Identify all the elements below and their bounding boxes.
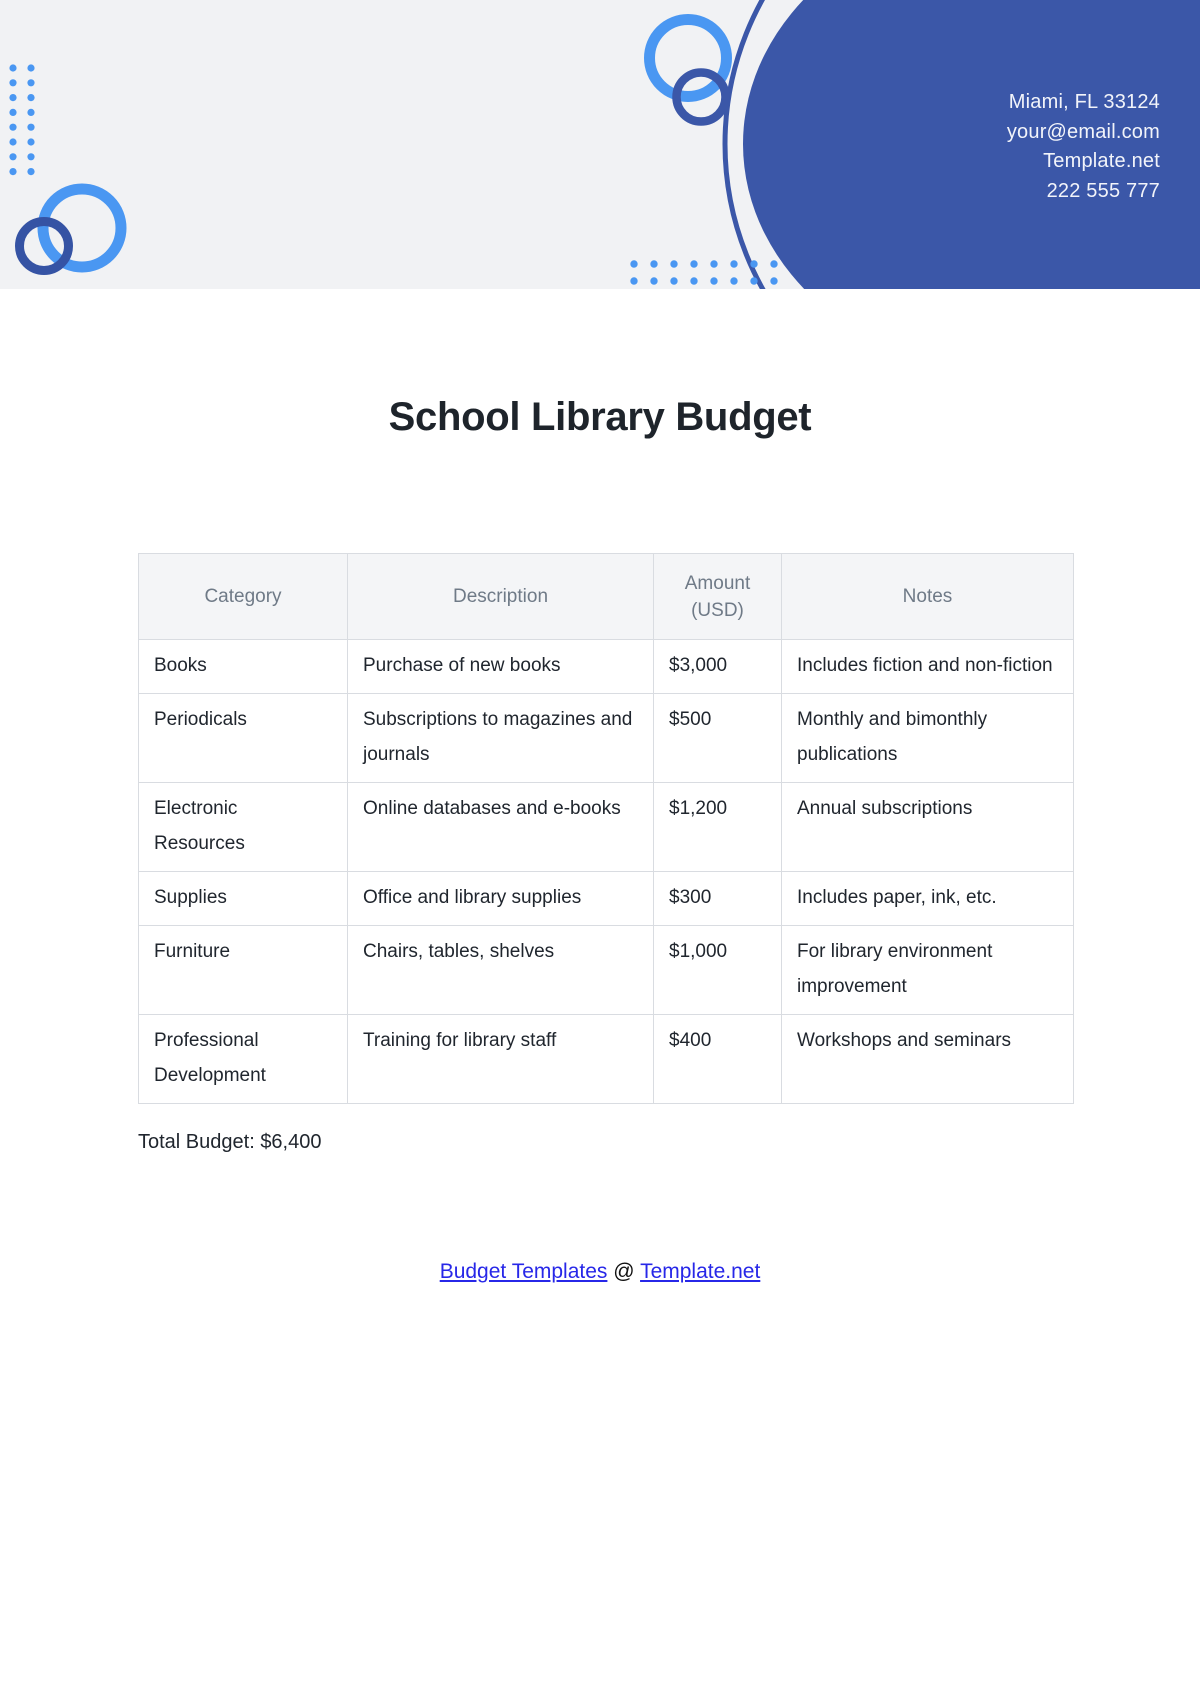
column-header-description: Description [348,554,654,640]
decorative-dot [9,168,16,175]
cell-description: Chairs, tables, shelves [348,926,654,1015]
table-row [139,872,1074,926]
contact-block [1007,88,1160,206]
decorative-dot [630,260,637,267]
decorative-dot [770,277,777,284]
decorative-dot [9,124,16,131]
decorative-dot [670,277,677,284]
cell-category: Books [139,640,348,694]
footer-attribution [0,1260,1200,1284]
decorative-dot [650,277,657,284]
column-header-category: Category [139,554,348,640]
cell-description: Training for library staff [348,1015,654,1104]
decorative-dot [27,138,34,145]
decorative-dot [690,260,697,267]
budget-table [138,553,1074,1104]
decorative-dot [27,109,34,116]
decorative-dot [690,277,697,284]
page-title: School Library Budget [388,395,812,439]
decorative-dot-grid-left [9,64,34,175]
table-row [139,694,1074,783]
cell-notes: Includes paper, ink, etc. [782,872,1074,926]
table-header-row [139,554,1074,640]
contact-address: Miami, FL 33124 [1008,91,1160,113]
decorative-dot [9,94,16,101]
budget-table-body [139,640,1074,1104]
contact-website: Template.net [1043,150,1160,172]
table-row [139,926,1074,1015]
cell-amount: $300 [654,872,782,926]
contact-phone: 222 555 777 [1046,179,1160,202]
decorative-dot [27,168,34,175]
cell-description: Subscriptions to magazines and journals [348,694,654,783]
decorative-dot [750,277,757,284]
decorative-dot [9,109,16,116]
decorative-dot [9,79,16,86]
decorative-dot [710,277,717,284]
decorative-dot [27,79,34,86]
cell-description: Purchase of new books [348,640,654,694]
table-row [139,640,1074,694]
column-header-notes: Notes [782,554,1074,640]
decorative-dot [670,260,677,267]
decorative-dot [9,153,16,160]
cell-amount: $1,200 [654,783,782,872]
cell-notes: For library environment improvement [782,926,1074,1015]
contact-email: your@email.com [1006,120,1160,143]
total-budget-value: $6,400 [260,1131,322,1153]
decorative-dot [770,260,777,267]
decorative-dot [750,260,757,267]
footer-link-budget-templates[interactable]: Budget Templates [439,1260,608,1283]
cell-category: Electronic Resources [139,783,348,872]
cell-amount: $1,000 [654,926,782,1015]
footer-separator: @ [613,1260,635,1283]
cell-category: Supplies [139,872,348,926]
decorative-dot [27,64,34,71]
decorative-dot [730,277,737,284]
decorative-ring-light-top [650,20,727,97]
decorative-dot [27,153,34,160]
cell-description: Online databases and e-books [348,783,654,872]
footer-link-template-net[interactable]: Template.net [640,1260,761,1283]
total-budget-label: Total Budget: [138,1131,255,1153]
column-header-amount: Amount (USD) [654,554,782,640]
cell-amount: $500 [654,694,782,783]
decorative-dot [630,277,637,284]
cell-notes: Workshops and seminars [782,1015,1074,1104]
cell-notes: Monthly and bimonthly publications [782,694,1074,783]
cell-category: Professional Development [139,1015,348,1104]
cell-category: Periodicals [139,694,348,783]
decorative-dot [710,260,717,267]
decorative-dot [650,260,657,267]
cell-notes: Includes fiction and non-fiction [782,640,1074,694]
cell-amount: $400 [654,1015,782,1104]
total-budget-line [138,1128,1200,1156]
cell-description: Office and library supplies [348,872,654,926]
header-band [0,0,1200,289]
cell-category: Furniture [139,926,348,1015]
table-row [139,1015,1074,1104]
decorative-dot [730,260,737,267]
decorative-dot [27,94,34,101]
decorative-dot [9,64,16,71]
cell-notes: Annual subscriptions [782,783,1074,872]
decorative-dot [9,138,16,145]
decorative-dot [27,124,34,131]
table-row [139,783,1074,872]
cell-amount: $3,000 [654,640,782,694]
